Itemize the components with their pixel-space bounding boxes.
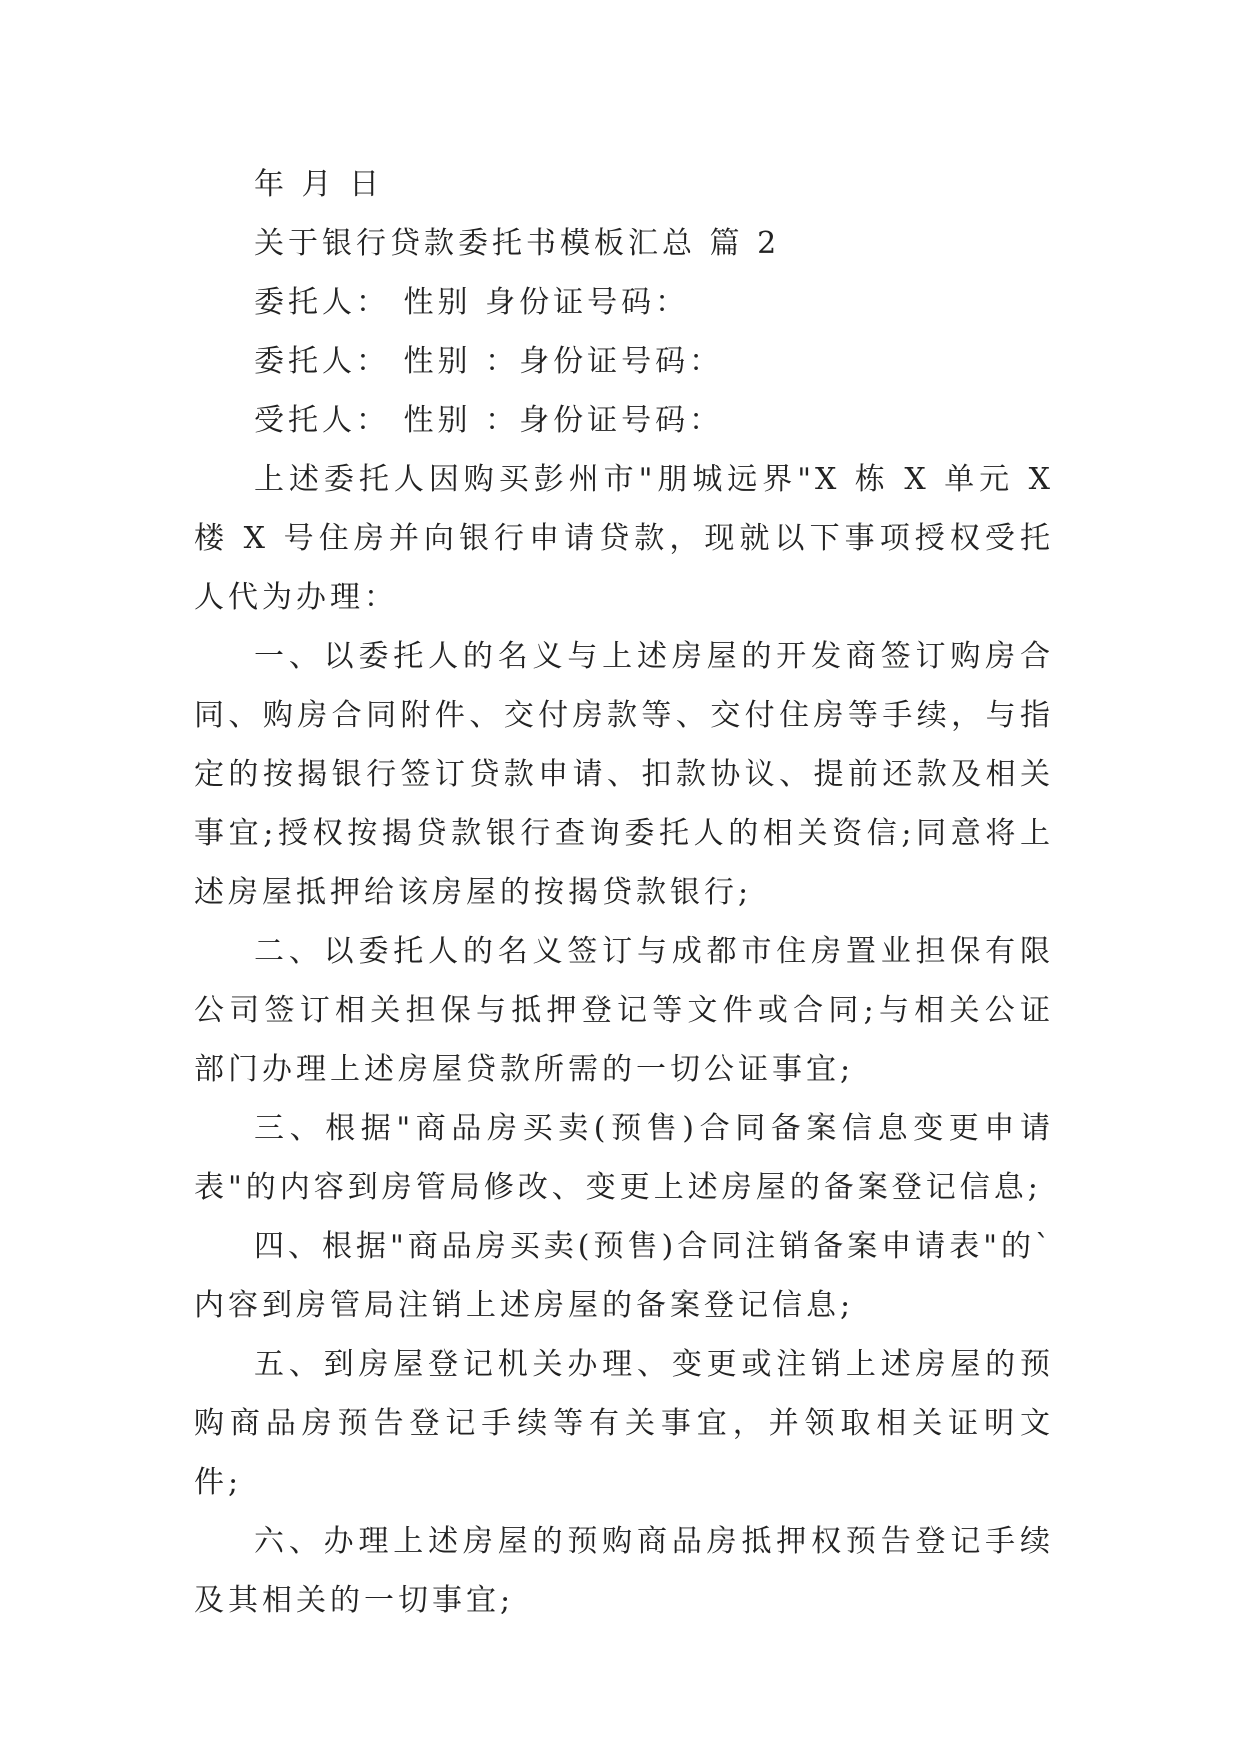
clause-2: 二、以委托人的名义签订与成都市住房置业担保有限公司签订相关担保与抵押登记等文件或合同;与相关公证部门办理上述房屋贷款所需的一切公证事宜; (194, 934, 1054, 1087)
section-title: 关于银行贷款委托书模板汇总 篇 2 (254, 226, 781, 261)
date-line: 年 月 日 (254, 167, 384, 202)
document-body (194, 155, 1054, 1630)
clause-4: 四、根据"商品房买卖(预售)合同注销备案申请表"的`内容到房管局注销上述房屋的备案登记信息; (194, 1229, 1055, 1323)
clause-5: 五、到房屋登记机关办理、变更或注销上述房屋的预购商品房预告登记手续等有关事宜，并领取相关证明文件; (194, 1347, 1054, 1500)
agent-line: 受托人： 性别 ：身份证号码： (254, 403, 724, 438)
principal-line-1: 委托人： 性别 身份证号码： (254, 285, 690, 320)
clause-1: 一、以委托人的名义与上述房屋的开发商签订购房合同、购房合同附件、交付房款等、交付住房等手续，与指定的按揭银行签订贷款申请、扣款协议、提前还款及相关事宜;授权按揭贷款银行查询委托人的相关资信;同意将上述房屋抵押给该房屋的按揭贷款银行; (194, 639, 1054, 910)
clause-3: 三、根据"商品房买卖(预售)合同备案信息变更申请表"的内容到房管局修改、变更上述房屋的备案登记信息; (194, 1111, 1054, 1205)
clause-6: 六、办理上述房屋的预购商品房抵押权预告登记手续及其相关的一切事宜; (194, 1524, 1054, 1618)
intro-paragraph: 上述委托人因购买彭州市"朋城远界"X 栋 X 单元 X 楼 X 号住房并向银行申请贷款，现就以下事项授权受托人代为办理： (194, 462, 1054, 615)
principal-line-2: 委托人： 性别 ：身份证号码： (254, 344, 724, 379)
